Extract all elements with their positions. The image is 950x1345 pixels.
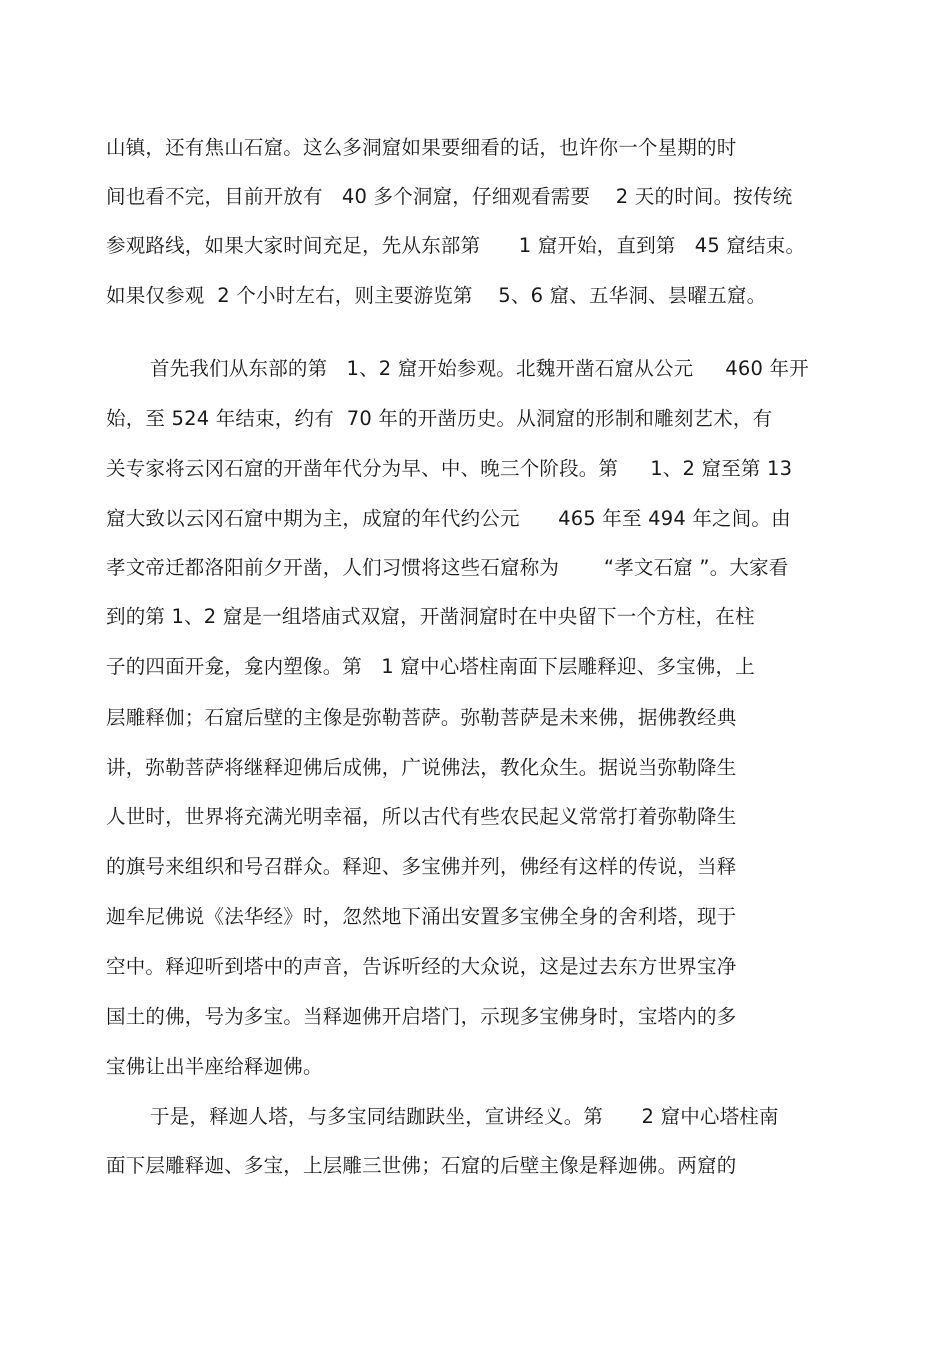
text-line-3: 参观路线，如果大家时间充足，先从东部第 1 窟开始，直到第 45 窟结束。 [106, 234, 806, 257]
text-line-16: 迦牟尼佛说《法华经》时，忽然地下涌出安置多宝佛全身的舍利塔，现于 [106, 905, 737, 928]
text-line-1: 山镇，还有焦山石窟。这么多洞窟如果要细看的话，也许你一个星期的时 [106, 136, 737, 159]
text-line-13: 讲，弥勒菩萨将继释迎佛后成佛，广说佛法，教化众生。据说当弥勒降生 [106, 756, 737, 779]
text-line-10: 到的第 1、2 窟是一组塔庙式双窟，开凿洞窟时在中央留下一个方柱，在柱 [106, 605, 755, 628]
text-line-21: 面下层雕释迦、多宝，上层雕三世佛；石窟的后壁主像是释迦佛。两窟的 [106, 1154, 737, 1177]
text-line-15: 的旗号来组织和号召群众。释迎、多宝佛并列，佛经有这样的传说，当释 [106, 855, 737, 878]
text-line-18: 国土的佛，号为多宝。当释迦佛开启塔门，示现多宝佛身时，宝塔内的多 [106, 1005, 737, 1028]
text-line-12: 层雕释伽；石窟后壁的主像是弥勒菩萨。弥勒菩萨是未来佛，据佛教经典 [106, 706, 737, 729]
text-line-17: 空中。释迎听到塔中的声音，告诉听经的大众说，这是过去东方世界宝净 [106, 955, 737, 978]
text-line-20: 于是，释迦人塔，与多宝同结跏趺坐，宣讲经义。第 2 窟中心塔柱南 [150, 1105, 779, 1128]
text-line-5: 首先我们从东部的第 1、2 窟开始参观。北魏开凿石窟从公元 460 年开 [150, 357, 809, 380]
text-line-9: 孝文帝迁都洛阳前夕开凿，人们习惯将这些石窟称为 “孝文石窟 ”。大家看 [106, 556, 789, 579]
text-line-8: 窟大致以云冈石窟中期为主，成窟的年代约公元 465 年至 494 年之间。由 [106, 507, 791, 530]
text-line-7: 关专家将云冈石窟的开凿年代分为早、中、晚三个阶段。第 1、2 窟至第 13 [106, 457, 793, 480]
text-line-2: 间也看不完，目前开放有 40 多个洞窟，仔细观看需要 2 天的时间。按传统 [106, 185, 793, 208]
text-line-19: 宝佛让出半座给释迦佛。 [106, 1055, 323, 1078]
text-line-14: 人世时，世界将充满光明幸福，所以古代有些农民起义常常打着弥勒降生 [106, 805, 737, 828]
text-line-6: 始，至 524 年结束，约有 70 年的开凿历史。从洞窟的形制和雕刻艺术，有 [106, 407, 773, 430]
text-line-11: 子的四面开龛，龛内塑像。第 1 窟中心塔柱南面下层雕释迎、多宝佛，上 [106, 655, 755, 678]
text-line-4: 如果仅参观 2 个小时左右，则主要游览第 5、6 窟、五华洞、昙曜五窟。 [106, 284, 767, 307]
